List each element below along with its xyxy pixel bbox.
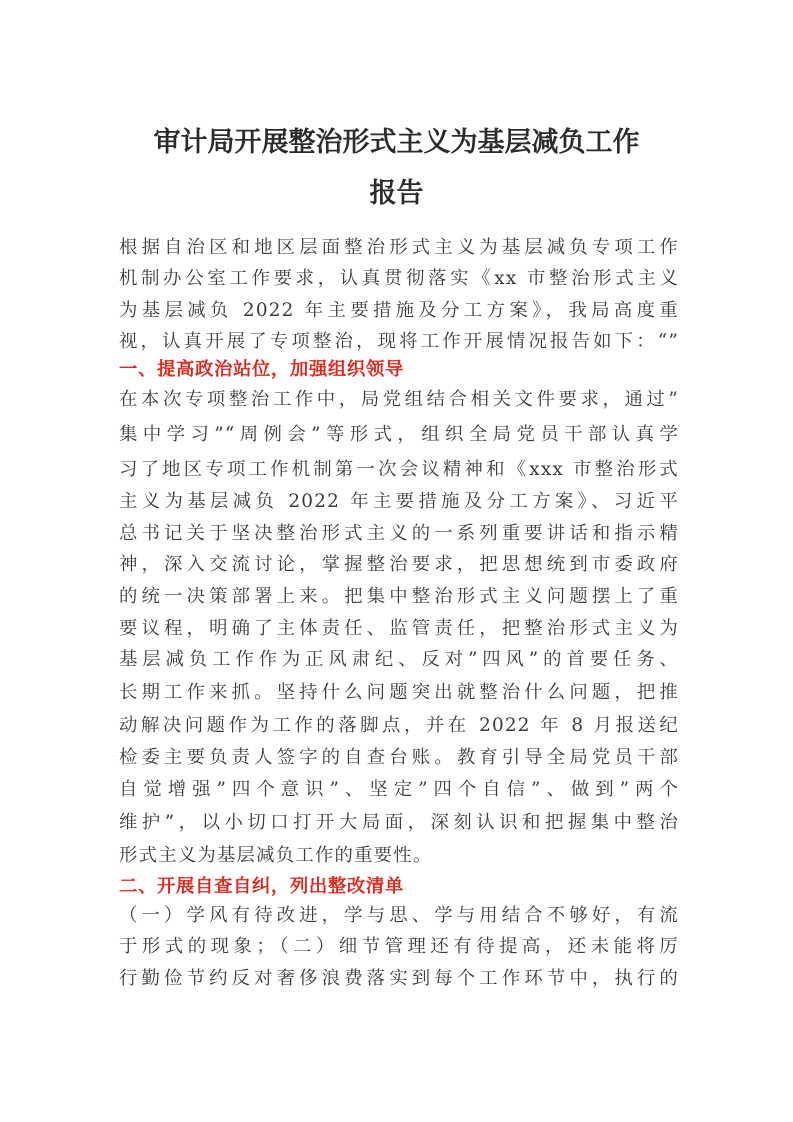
paragraph-line: 维护”，以小切口打开大局面，深刻认识和把握集中整治 [119,812,679,833]
paragraph-line: 为基层减负 2022 年主要措施及分工方案》，我局高度重 [119,300,679,321]
paragraph-line: 检委主要负责人签字的自查台账。教育引导全局党员干部 [119,747,679,768]
paragraph-line: 于形式的现象；（二）细节管理还有待提高，还未能将厉 [119,936,679,957]
paragraph-line: 长期工作来抓。坚持什么问题突出就整治什么问题，把推 [119,682,679,703]
section-1-paragraph [119,383,679,873]
paragraph-line: 要议程，明确了主体责任、监管责任，把整治形式主义为 [119,618,679,639]
document-title-line-1: 审计局开展整治形式主义为基层减负工作 [153,127,640,158]
paragraph-line: （一）学风有待改进，学与思、学与用结合不够好，有流 [119,905,679,926]
paragraph-line: 在本次专项整治工作中，局党组结合相关文件要求，通过” [119,389,679,410]
paragraph-line: 神，深入交流讨论，掌握整治要求，把思想统到市委政府 [119,554,679,575]
intro-paragraph [119,232,679,357]
paragraph-line: 自觉增强”四个意识”、坚定”四个自信”、做到”两个 [119,779,679,800]
paragraph-line: 主义为基层减负 2022 年主要措施及分工方案》、习近平 [119,491,679,512]
paragraph-line: 集中学习”“周例会”等形式，组织全局党员干部认真学 [119,424,679,445]
paragraph-line: 行勤俭节约反对奢侈浪费落实到每个工作环节中，执行的 [119,968,679,989]
paragraph-line: 动解决问题作为工作的落脚点，并在 2022 年 8 月报送纪 [119,715,679,736]
paragraph-line: 基层减负工作作为正风肃纪、反对”四风”的首要任务、 [119,649,679,670]
section-2-paragraph [119,901,679,995]
paragraph-line: 总书记关于坚决整治形式主义的一系列重要讲话和指示精 [119,523,679,544]
section-2-heading: 二、开展自查自纠，列出整改清单 [119,876,404,897]
section-1-heading: 一、提高政治站位，加强组织领导 [119,359,404,380]
document-title-line-2: 报告 [369,178,424,209]
paragraph-line: 的统一决策部署上来。把集中整治形式主义问题摆上了重 [119,586,679,607]
paragraph-line: 形式主义为基层减负工作的重要性。 [119,845,433,866]
paragraph-line: 视，认真开展了专项整治，现将工作开展情况报告如下：“” [119,331,679,352]
paragraph-line: 根据自治区和地区层面整治形式主义为基层减负专项工作 [119,237,679,258]
paragraph-line: 习了地区专项工作机制第一次会议精神和《xxx 市整治形式 [119,459,679,480]
document-body [119,232,679,995]
paragraph-line: 机制办公室工作要求，认真贯彻落实《xx 市整治形式主义 [119,268,679,289]
